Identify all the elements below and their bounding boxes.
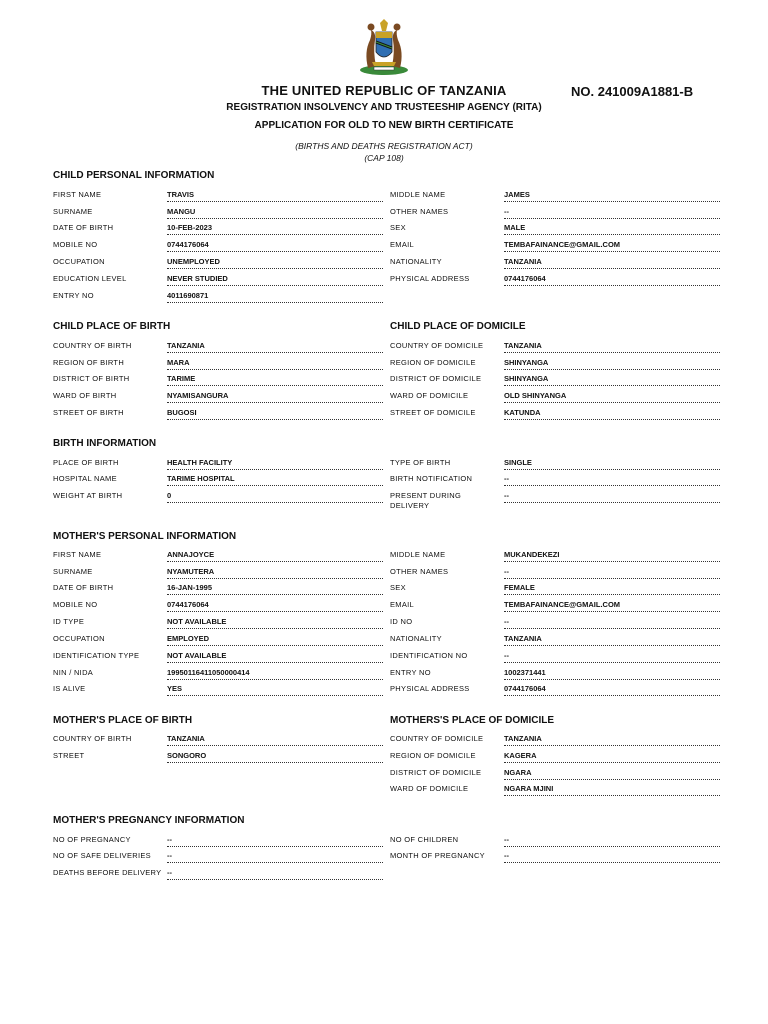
field-label: PLACE OF BIRTH <box>53 458 119 467</box>
field-value: 1002371441 <box>504 666 720 680</box>
field-label: REGION OF BIRTH <box>53 358 125 367</box>
field-label: REGION OF DOMICILE <box>390 358 476 367</box>
field-label: SURNAME <box>53 207 93 216</box>
field-value: 4011690871 <box>167 289 383 303</box>
field-label: ENTRY NO <box>53 291 94 300</box>
field-value: -- <box>504 489 720 503</box>
field-label: MOBILE NO <box>53 600 98 609</box>
field-label: SURNAME <box>53 567 93 576</box>
field-value: -- <box>504 833 720 847</box>
document-title: THE UNITED REPUBLIC OF TANZANIA <box>261 83 507 98</box>
field-label: OTHER NAMES <box>390 567 449 576</box>
field-value: -- <box>167 849 383 863</box>
field-label: REGION OF DOMICILE <box>390 751 476 760</box>
section-child-domicile: CHILD PLACE OF DOMICILE <box>390 321 526 332</box>
field-value: EMPLOYED <box>167 632 383 646</box>
act-name: (BIRTHS AND DEATHS REGISTRATION ACT) <box>295 141 473 151</box>
field-label: MOBILE NO <box>53 240 98 249</box>
field-value: -- <box>504 205 720 219</box>
field-label: ID TYPE <box>53 617 85 626</box>
field-label: NATIONALITY <box>390 257 442 266</box>
field-value: -- <box>504 565 720 579</box>
field-label: NO OF PREGNANCY <box>53 835 131 844</box>
field-label: HOSPITAL NAME <box>53 474 117 483</box>
field-value: MUKANDEKEZI <box>504 548 720 562</box>
field-value: YES <box>167 682 383 696</box>
field-label: MONTH OF PREGNANCY <box>390 851 485 860</box>
field-label: OCCUPATION <box>53 257 105 266</box>
section-child-birth-place: CHILD PLACE OF BIRTH <box>53 321 171 332</box>
field-value: NYAMUTERA <box>167 565 383 579</box>
field-label: TYPE OF BIRTH <box>390 458 451 467</box>
field-value: MARA <box>167 356 383 370</box>
section-mother-pregnancy: MOTHER'S PREGNANCY INFORMATION <box>53 815 245 826</box>
field-label: COUNTRY OF BIRTH <box>53 734 132 743</box>
cap-number: (CAP 108) <box>364 153 404 163</box>
field-value: TANZANIA <box>504 255 720 269</box>
field-value: -- <box>504 649 720 663</box>
field-value: FEMALE <box>504 581 720 595</box>
field-value: 0744176064 <box>167 598 383 612</box>
field-value: TARIME <box>167 372 383 386</box>
field-label: DISTRICT OF DOMICILE <box>390 374 482 383</box>
field-value: NOT AVAILABLE <box>167 615 383 629</box>
field-value: TEMBAFAINANCE@GMAIL.COM <box>504 598 720 612</box>
field-value: MALE <box>504 221 720 235</box>
field-value: 0744176064 <box>504 682 720 696</box>
field-value: 10-FEB-2023 <box>167 221 383 235</box>
field-value: 0744176064 <box>504 272 720 286</box>
field-label: SEX <box>390 583 406 592</box>
section-child-personal: CHILD PERSONAL INFORMATION <box>53 170 215 181</box>
field-label: NO OF CHILDREN <box>390 835 459 844</box>
field-label: COUNTRY OF BIRTH <box>53 341 132 350</box>
field-value: UNEMPLOYED <box>167 255 383 269</box>
field-label: COUNTRY OF DOMICILE <box>390 734 484 743</box>
field-value: 16-JAN-1995 <box>167 581 383 595</box>
field-label: STREET <box>53 751 85 760</box>
field-label: FIRST NAME <box>53 550 102 559</box>
field-label: COUNTRY OF DOMICILE <box>390 341 484 350</box>
field-value: SINGLE <box>504 456 720 470</box>
field-label: SEX <box>390 223 406 232</box>
field-value: TANZANIA <box>504 732 720 746</box>
field-value: NGARA <box>504 766 720 780</box>
field-value: NGARA MJINI <box>504 782 720 796</box>
field-value: NYAMISANGURA <box>167 389 383 403</box>
field-value: 0 <box>167 489 383 503</box>
field-label: OCCUPATION <box>53 634 105 643</box>
section-mother-birth-place: MOTHER'S PLACE OF BIRTH <box>53 715 193 726</box>
section-birth-info: BIRTH INFORMATION <box>53 438 157 449</box>
field-value: NEVER STUDIED <box>167 272 383 286</box>
field-label: DISTRICT OF DOMICILE <box>390 768 482 777</box>
field-label: DATE OF BIRTH <box>53 583 114 592</box>
field-value: -- <box>504 472 720 486</box>
certificate-number: NO. 241009A1881-B <box>571 84 694 99</box>
field-label: IS ALIVE <box>53 684 86 693</box>
field-value: JAMES <box>504 188 720 202</box>
field-value: BUGOSI <box>167 406 383 420</box>
field-label: WEIGHT AT BIRTH <box>53 491 123 500</box>
field-label: DATE OF BIRTH <box>53 223 114 232</box>
field-label: PHYSICAL ADDRESS <box>390 684 470 693</box>
field-label: WARD OF BIRTH <box>53 391 117 400</box>
field-value: SONGORO <box>167 749 383 763</box>
field-label: MIDDLE NAME <box>390 550 446 559</box>
field-value: TANZANIA <box>167 732 383 746</box>
field-label: NO OF SAFE DELIVERIES <box>53 851 151 860</box>
field-label: BIRTH NOTIFICATION <box>390 474 473 483</box>
field-value: KAGERA <box>504 749 720 763</box>
field-value: -- <box>504 615 720 629</box>
field-value: OLD SHINYANGA <box>504 389 720 403</box>
field-value: TANZANIA <box>167 339 383 353</box>
field-label: EMAIL <box>390 600 415 609</box>
agency-name: REGISTRATION INSOLVENCY AND TRUSTEESHIP AGENCY (RITA) <box>226 102 542 113</box>
field-value: -- <box>167 866 383 880</box>
field-label: PHYSICAL ADDRESS <box>390 274 470 283</box>
field-label: IDENTIFICATION TYPE <box>53 651 140 660</box>
field-value: TEMBAFAINANCE@GMAIL.COM <box>504 238 720 252</box>
field-label: MIDDLE NAME <box>390 190 446 199</box>
field-label: STREET OF BIRTH <box>53 408 124 417</box>
field-value: TRAVIS <box>167 188 383 202</box>
field-label: ENTRY NO <box>390 668 431 677</box>
field-value: SHINYANGA <box>504 356 720 370</box>
field-value: -- <box>504 849 720 863</box>
field-value: 0744176064 <box>167 238 383 252</box>
application-title: APPLICATION FOR OLD TO NEW BIRTH CERTIFICATE <box>254 120 514 131</box>
field-label: WARD OF DOMICILE <box>390 784 469 793</box>
field-label: NATIONALITY <box>390 634 442 643</box>
field-label: DISTRICT OF BIRTH <box>53 374 130 383</box>
section-mother-domicile: MOTHERS'S PLACE OF DOMICILE <box>390 715 555 726</box>
field-value: 19950116411050000414 <box>167 666 383 680</box>
field-label: FIRST NAME <box>53 190 102 199</box>
field-label: ID NO <box>390 617 413 626</box>
field-value: ANNAJOYCE <box>167 548 383 562</box>
field-value: TANZANIA <box>504 632 720 646</box>
field-value: -- <box>167 833 383 847</box>
field-label: PRESENT DURING DELIVERY <box>390 491 462 510</box>
field-value: HEALTH FACILITY <box>167 456 383 470</box>
field-value: MANGU <box>167 205 383 219</box>
field-label: NIN / NIDA <box>53 668 94 677</box>
field-label: EMAIL <box>390 240 415 249</box>
field-value: TARIME HOSPITAL <box>167 472 383 486</box>
section-mother-personal: MOTHER'S PERSONAL INFORMATION <box>53 531 237 542</box>
field-value: KATUNDA <box>504 406 720 420</box>
field-label: OTHER NAMES <box>390 207 449 216</box>
field-value: TANZANIA <box>504 339 720 353</box>
field-label: EDUCATION LEVEL <box>53 274 127 283</box>
field-label: WARD OF DOMICILE <box>390 391 469 400</box>
coat-of-arms-icon <box>354 18 414 76</box>
field-label: IDENTIFICATION NO <box>390 651 468 660</box>
field-value: SHINYANGA <box>504 372 720 386</box>
field-label: DEATHS BEFORE DELIVERY <box>53 868 162 877</box>
field-value: NOT AVAILABLE <box>167 649 383 663</box>
field-label: STREET OF DOMICILE <box>390 408 476 417</box>
